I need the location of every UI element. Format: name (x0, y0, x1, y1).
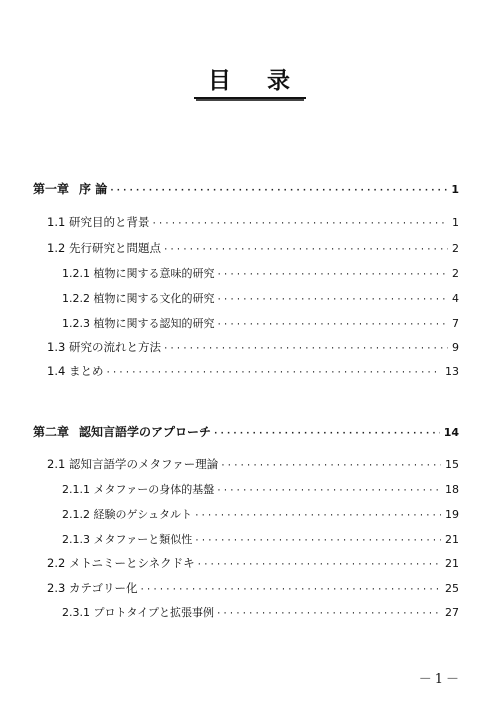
toc-entry-1-4[interactable] (47, 363, 459, 379)
leader-dots (216, 486, 441, 496)
leader-dots (217, 295, 449, 305)
toc-label: 1.4 まとめ (47, 364, 104, 378)
leader-dots (109, 186, 447, 196)
page-number: 1 (452, 216, 459, 229)
chapter-name: 認知言語学のアプローチ (79, 425, 212, 439)
leader-dots (217, 270, 449, 280)
toc-label: 2.3.1 プロトタイプと拡張事例 (62, 606, 214, 619)
page-number: 2 (452, 242, 459, 255)
toc-entry-1-2-3[interactable] (62, 315, 459, 331)
toc-entry-chapter-1[interactable] (33, 180, 459, 197)
page-number: 14 (443, 426, 459, 439)
page-number: 15 (445, 458, 459, 471)
chapter-name: 序 論 (79, 182, 108, 196)
leader-dots (194, 511, 441, 521)
page-footer-number: －1－ (418, 672, 462, 687)
page-number: 2 (452, 267, 459, 280)
toc-label: 1.2.1 植物に関する意味的研究 (62, 267, 215, 280)
leader-dots (220, 461, 441, 471)
leader-dots (197, 560, 441, 570)
leader-dots (163, 245, 448, 255)
toc-label: 1.2.2 植物に関する文化的研究 (62, 292, 215, 305)
toc-entry-1-2-1[interactable] (62, 265, 459, 281)
toc-label (33, 180, 109, 197)
title-wrapper (0, 62, 500, 99)
page-number: 19 (445, 508, 459, 521)
leader-dots (217, 320, 449, 330)
chapter-number: 第二章 (33, 425, 70, 439)
toc-entry-1-2-2[interactable] (62, 290, 459, 306)
page-number: 18 (445, 483, 459, 496)
leader-dots (213, 429, 440, 439)
toc-entry-1-3[interactable] (47, 339, 459, 355)
toc-entry-2-1-1[interactable] (62, 481, 459, 497)
leader-dots (105, 368, 441, 378)
page-number: 21 (445, 533, 459, 546)
page-number: 9 (452, 341, 459, 354)
toc-entry-1-2[interactable] (47, 240, 459, 256)
toc-entry-2-1-2[interactable] (62, 506, 459, 522)
page-number: 27 (445, 606, 459, 619)
leader-dots (216, 609, 441, 619)
leader-dots (151, 219, 448, 229)
page-number: 13 (445, 365, 459, 378)
page-number: 1 (451, 183, 459, 196)
toc-entry-chapter-2[interactable] (33, 423, 459, 440)
toc-entry-2-1-3[interactable] (62, 531, 459, 547)
toc-label: 1.2.3 植物に関する認知的研究 (62, 317, 215, 330)
page-number: 4 (452, 292, 459, 305)
toc-label: 2.1.2 経験のゲシュタルト (62, 508, 193, 521)
toc-label: 2.1.3 メタファーと類似性 (62, 533, 193, 546)
toc-label: 1.1 研究目的と背景 (47, 215, 150, 229)
toc-entry-2-3-1[interactable] (62, 604, 459, 620)
leader-dots (140, 585, 442, 595)
toc-label: 2.1 認知言語学のメタファー理論 (47, 457, 219, 471)
toc-label: 2.1.1 メタファーの身体的基盤 (62, 483, 215, 496)
toc-label: 1.3 研究の流れと方法 (47, 340, 161, 354)
toc-entry-2-1[interactable] (47, 456, 459, 472)
toc-entry-1-1[interactable] (47, 214, 459, 230)
toc-entry-2-2[interactable] (47, 555, 459, 571)
toc-label: 1.2 先行研究と問題点 (47, 241, 161, 255)
toc-label (33, 423, 213, 440)
page-number: 25 (445, 582, 459, 595)
toc-label: 2.3 カテゴリー化 (47, 581, 138, 595)
page-number: 7 (452, 317, 459, 330)
page-number: 21 (445, 557, 459, 570)
leader-dots (194, 536, 441, 546)
page-title: 目 录 (194, 62, 306, 99)
chapter-number: 第一章 (33, 182, 70, 196)
leader-dots (163, 344, 448, 354)
toc-entry-2-3[interactable] (47, 580, 459, 596)
toc-label: 2.2 メトニミーとシネクドキ (47, 556, 195, 570)
